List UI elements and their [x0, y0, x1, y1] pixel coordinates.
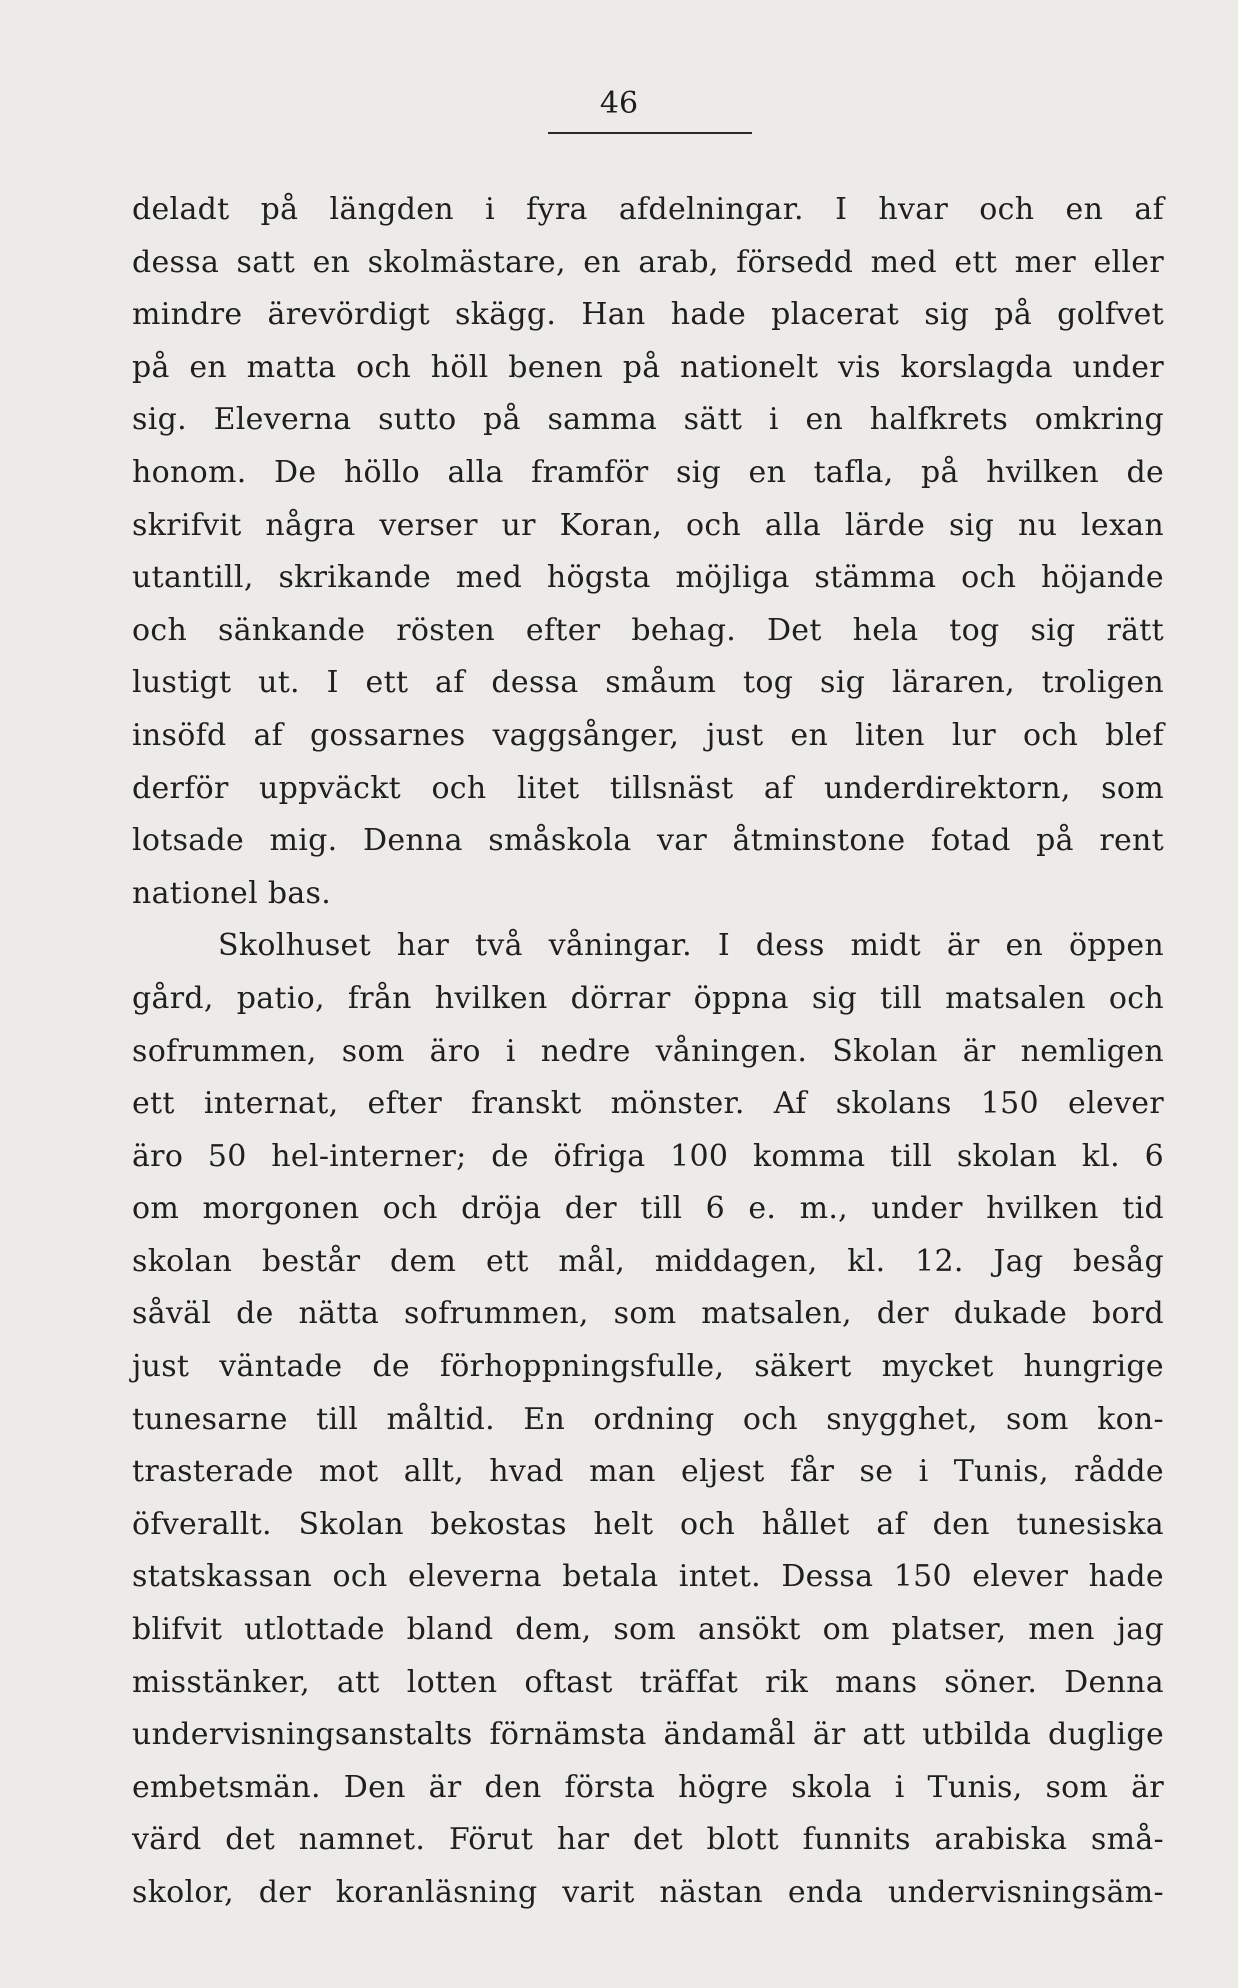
- text-line: lotsade mig. Denna småskola var åtminstone fotad på rent: [132, 823, 1164, 859]
- text-line: honom. De höllo alla framför sig en tafla, på hvilken de: [132, 454, 1164, 490]
- text-line: embetsmän. Den är den första högre skola i Tunis, som är: [132, 1769, 1164, 1805]
- text-line: mindre ärevördigt skägg. Han hade placerat sig på golfvet: [132, 297, 1164, 333]
- text-line: just väntade de förhoppningsfulle, säkert mycket hungrige: [132, 1349, 1164, 1385]
- text-line: blifvit utlottade bland dem, som ansökt om platser, men jag: [132, 1612, 1164, 1648]
- text-line: skolor, der koranläsning varit nästan enda undervisningsäm-: [132, 1875, 1164, 1910]
- text-line: sig. Eleverna sutto på samma sätt i en halfkrets omkring: [132, 402, 1164, 438]
- text-line: undervisningsanstalts förnämsta ändamål är att utbilda duglige: [132, 1717, 1164, 1753]
- text-line: utantill, skrikande med högsta möjliga stämma och höjande: [132, 560, 1164, 596]
- text-line: om morgonen och dröja der till 6 e. m., under hvilken tid: [132, 1191, 1164, 1227]
- text-line: trasterade mot allt, hvad man eljest får se i Tunis, rådde: [132, 1454, 1164, 1490]
- body-text: [132, 184, 1164, 1920]
- page-number: 46: [599, 86, 639, 121]
- text-line: insöfd af gossarnes vaggsånger, just en liten lur och blef: [132, 717, 1164, 753]
- text-line: gård, patio, från hvilken dörrar öppna sig till matsalen och: [132, 980, 1164, 1016]
- text-line: sofrummen, som äro i nedre våningen. Skolan är nemligen: [132, 1033, 1164, 1069]
- text-line: deladt på längden i fyra afdelningar. I hvar och en af: [132, 192, 1164, 227]
- text-line: lustigt ut. I ett af dessa småum tog sig läraren, troligen: [132, 665, 1164, 701]
- text-line: skrifvit några verser ur Koran, och alla lärde sig nu lexan: [132, 507, 1164, 543]
- text-line: nationel bas.: [132, 875, 332, 911]
- text-line: ett internat, efter franskt mönster. Af skolans 150 elever: [132, 1086, 1164, 1122]
- text-line: såväl de nätta sofrummen, som matsalen, der dukade bord: [132, 1296, 1164, 1332]
- text-line: dessa satt en skolmästare, en arab, försedd med ett mer eller: [132, 244, 1164, 280]
- text-line: öfverallt. Skolan bekostas helt och hållet af den tunesiska: [132, 1506, 1164, 1542]
- header-rule: [548, 132, 752, 134]
- text-line: skolan består dem ett mål, middagen, kl. 12. Jag besåg: [132, 1243, 1164, 1279]
- text-line: tunesarne till måltid. En ordning och snygghet, som kon-: [132, 1401, 1164, 1437]
- text-line: och sänkande rösten efter behag. Det hela tog sig rätt: [132, 612, 1164, 648]
- text-line: statskassan och eleverna betala intet. Dessa 150 elever hade: [132, 1559, 1164, 1595]
- text-line: misstänker, att lotten oftast träffat rik mans söner. Denna: [132, 1664, 1164, 1700]
- text-line: värd det namnet. Förut har det blott funnits arabiska små-: [132, 1822, 1164, 1858]
- text-line: på en matta och höll benen på nationelt vis korslagda under: [132, 349, 1164, 385]
- text-line: Skolhuset har två våningar. I dess midt är en öppen: [218, 928, 1164, 964]
- text-line: äro 50 hel-interner; de öfriga 100 komma till skolan kl. 6: [132, 1138, 1164, 1174]
- text-line: derför uppväckt och litet tillsnäst af underdirektorn, som: [132, 770, 1164, 806]
